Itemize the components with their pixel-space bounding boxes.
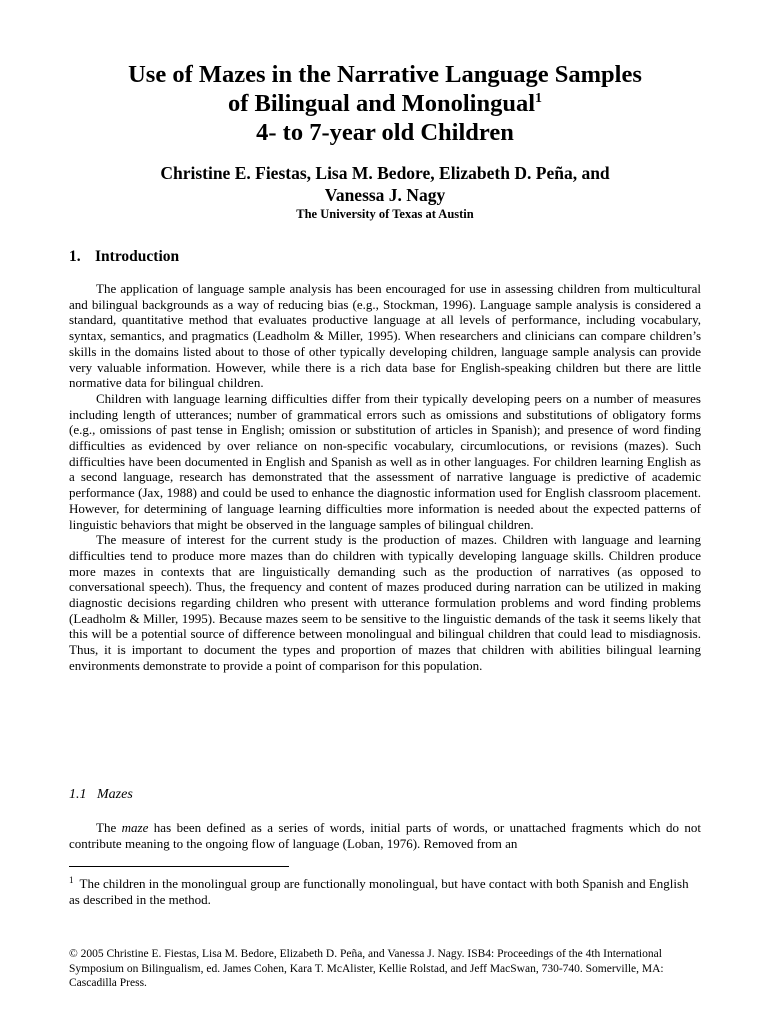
paragraph: The application of language sample analysis has been encouraged for use in assessing children from multicultural and bilingual backgrounds as a way of reducing bias (e.g., Stockman, 1996). Language sample analysis is considered a standard, quantitative method that evaluates productive language at all levels of performance, including vocabulary, syntax, semantics, and pragmatics (Leadholm & Miller, 1995). When researchers and clinicians can compare children’s skills in the domains listed about to those of other typically developing children, language sample analysis can provide very valuable information. However, while there is a rich data base for English-speaking children but there are little normative data for bilingual children. [69,281,701,391]
footnote-text: The children in the monolingual group are functionally monolingual, but have contact with both Spanish and English as described in the method. [69,876,689,907]
paragraph: The measure of interest for the current study is the production of mazes. Children with language and learning difficulties tend to produce more mazes than do children with typically developing language skills. Children produce more mazes in contexts that are linguistically demanding such as the production of narratives (as opposed to conversational speech). Thus, the frequency and content of mazes produced during narration can be utilized in making diagnostic decisions regarding children who present with utterance formulation problems and word finding problems (Leadholm & Miller, 1995). Because mazes seem to be sensitive to the linguistic demands of the task it seems likely that this will be a potential source of difference between monolingual and bilingual children that could lead to misdiagnosis. Thus, it is important to document the types and proportion of mazes that children with abilities bilingual learning environments demonstrate to provide a point of comparison for this population. [69,532,701,673]
section-heading-introduction [69,248,179,266]
paper-title [60,60,710,147]
title-line-2 [60,89,710,118]
authors-line-2: Vanessa J. Nagy [324,185,446,205]
footnote-marker: 1 [69,874,74,885]
subsection-heading-mazes [69,786,133,803]
section-title: Introduction [95,248,180,265]
affiliation: The University of Texas at Austin [296,207,474,221]
introduction-body [69,281,701,674]
author-list [60,162,710,206]
authors-line-1: Christine E. Fiestas, Lisa M. Bedore, Elizabeth D. Peña, and [160,163,610,183]
footnote-divider [69,866,289,867]
title-line-3: 4- to 7-year old Children [256,119,514,146]
title-line-1: Use of Mazes in the Narrative Language Samples [128,61,642,88]
paragraph [69,820,701,851]
subsection-title: Mazes [97,787,133,802]
paragraph: Children with language learning difficulties differ from their typically developing peers on a number of measures including length of utterances; number of grammatical errors such as omissions and substitutions of obligatory forms (e.g., omissions of past tense in English; omission or substitution of articles in Spanish); and presence of word finding difficulties as evidenced by over reliance on non-specific vocabulary, circumlocutions, or revisions (mazes). Such difficulties have been documented in English and Spanish as well as in other languages. For children learning English as a second language, research has demonstrated that the assessment of narrative language is predictive of academic performance (Jax, 1988) and could be used to enhance the diagnostic information used for English classroom placement. However, for determining of language learning difficulties more information is needed about the expected patterns of linguistic behaviors that might be observed in the language samples of bilingual children. [69,390,701,532]
mazes-body [69,820,701,851]
title-footnote-marker: 1 [535,90,543,106]
paragraph-text-start: The [96,820,122,835]
title-line-2-text: of Bilingual and Monolingual [227,90,536,117]
subsection-number: 1.1 [69,787,87,802]
section-number: 1. [69,248,81,265]
copyright-notice: © 2005 Christine E. Fiestas, Lisa M. Bedore, Elizabeth D. Peña, and Vanessa J. Nagy. ISB4: Proceedings of the 4th International Symposium on Bilingualism, ed. James Cohen, Kara T. McAlister, Kellie Rolstad, and Jeff MacSwan, 730-740. Somerville, MA: Cascadilla Press. [69,948,664,989]
emphasized-term: maze [121,820,149,835]
footnote [69,876,701,908]
paragraph-text-rest: has been defined as a series of words, initial parts of words, or unattached fragments which do not contribute meaning to the ongoing flow of language (Loban, 1976). Removed from an [69,820,702,851]
